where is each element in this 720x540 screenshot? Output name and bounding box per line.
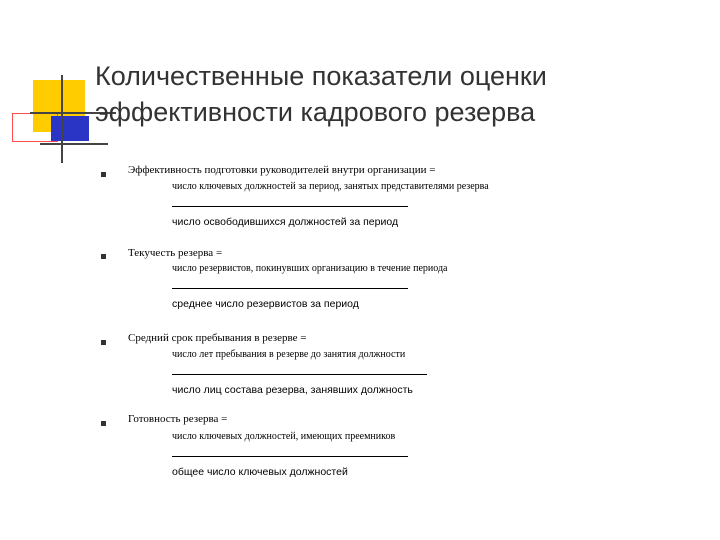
decor-horizontal-line: [40, 143, 108, 145]
slide-title: [95, 58, 695, 130]
slide-title-line-1: Количественные показатели оценки: [95, 61, 547, 91]
metric-numerator: число ключевых должностей, имеющих преемников: [172, 431, 396, 442]
fraction-line: [172, 456, 408, 457]
bullet-icon: [101, 172, 106, 177]
metric-heading: Текучесть резерва =: [128, 247, 223, 259]
fraction-line: [172, 288, 408, 289]
metric-denominator: общее число ключевых должностей: [172, 466, 348, 478]
bullet-icon: [101, 254, 106, 259]
metric-numerator: число лет пребывания в резерве до занятия должности: [172, 349, 406, 360]
metric-heading: Готовность резерва =: [128, 413, 228, 425]
metric-denominator: число освободившихся должностей за период: [172, 216, 399, 228]
decor-blue-square: [51, 116, 89, 141]
metric-numerator: число ключевых должностей за период, занятых представителями резерва: [172, 181, 489, 192]
metric-denominator: среднее число резервистов за период: [172, 298, 359, 310]
metric-heading: Эффективность подготовки руководителей внутри организации =: [128, 164, 436, 176]
metric-denominator: число лиц состава резерва, занявших должность: [172, 384, 413, 396]
slide-title-line-2: эффективности кадрового резерва: [95, 97, 536, 127]
fraction-line: [172, 206, 408, 207]
decor-vertical-line: [61, 75, 63, 163]
bullet-icon: [101, 421, 106, 426]
fraction-line: [172, 374, 427, 375]
bullet-icon: [101, 340, 106, 345]
metric-numerator: число резервистов, покинувших организацию в течение периода: [172, 263, 448, 274]
metric-heading: Средний срок пребывания в резерве =: [128, 332, 307, 344]
